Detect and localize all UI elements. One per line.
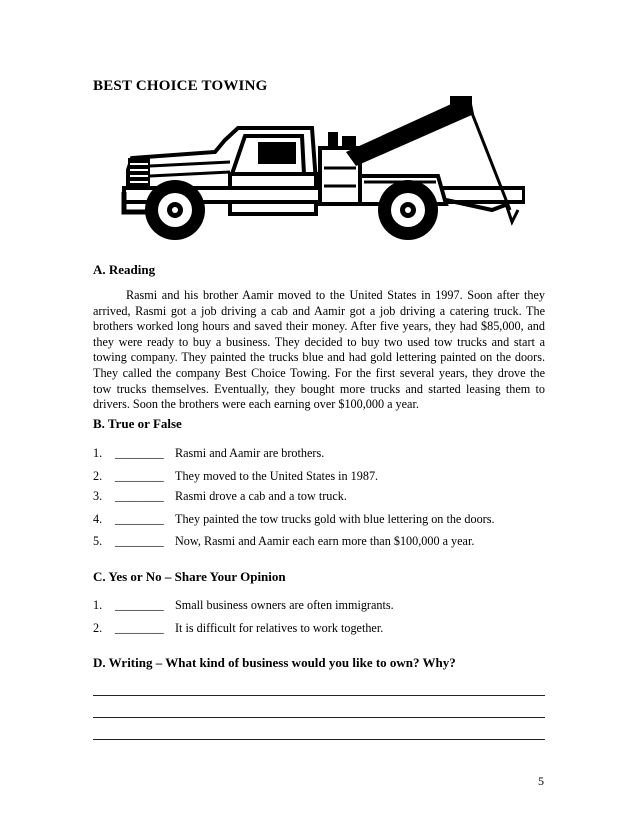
answer-blank[interactable]: ________: [115, 598, 164, 612]
answer-blank[interactable]: ________: [115, 512, 164, 526]
item-number: 2.: [93, 621, 103, 635]
writing-line[interactable]: [93, 695, 545, 696]
item-text: They moved to the United States in 1987.: [175, 469, 379, 483]
item-number: 2.: [93, 469, 103, 483]
item-number: 3.: [93, 489, 103, 503]
answer-blank[interactable]: ________: [115, 534, 164, 548]
item-number: 1.: [93, 598, 103, 612]
item-text: Rasmi and Aamir are brothers.: [175, 446, 325, 460]
true-false-heading: B. True or False: [93, 416, 182, 431]
writing-line[interactable]: [93, 717, 545, 718]
reading-paragraph: Rasmi and his brother Aamir moved to the United States in 1997. Soon after they arrived, Rasmi got a job driving a cab and Aamir got a job driving a catering truck. The brothers worked long hours and saved their money. After five years, they had $85,000, and they were ready to buy a business. They decided to buy two used tow trucks and start a towing company. They painted the trucks blue and had gold lettering painted on the doors. They called the company Best Choice Towing. For the first several years, they drove the tow trucks themselves. Eventually, they bought more trucks and started leasing them to drivers. Soon the brothers were each earning over $100,000 a year.: [93, 288, 545, 412]
item-text: It is difficult for relatives to work together.: [175, 621, 384, 635]
yes-no-heading: C. Yes or No – Share Your Opinion: [93, 569, 286, 584]
page-number: 5: [538, 774, 544, 788]
item-number: 1.: [93, 446, 103, 460]
item-text: Now, Rasmi and Aamir each earn more than $100,000 a year.: [175, 534, 475, 548]
answer-blank[interactable]: ________: [115, 489, 164, 503]
item-text: Rasmi drove a cab and a tow truck.: [175, 489, 347, 503]
tow-truck-icon: [120, 92, 525, 247]
reading-passage: [93, 288, 545, 413]
answer-blank[interactable]: ________: [115, 621, 164, 635]
answer-blank[interactable]: ________: [115, 446, 164, 460]
answer-blank[interactable]: ________: [115, 469, 164, 483]
item-text: Small business owners are often immigrants.: [175, 598, 394, 612]
writing-heading: D. Writing – What kind of business would you like to own? Why?: [93, 655, 456, 670]
item-number: 5.: [93, 534, 103, 548]
item-text: They painted the tow trucks gold with blue lettering on the doors.: [175, 512, 495, 526]
writing-line[interactable]: [93, 739, 545, 740]
reading-heading: A. Reading: [93, 262, 156, 277]
item-number: 4.: [93, 512, 103, 526]
page-title: BEST CHOICE TOWING: [93, 78, 268, 94]
